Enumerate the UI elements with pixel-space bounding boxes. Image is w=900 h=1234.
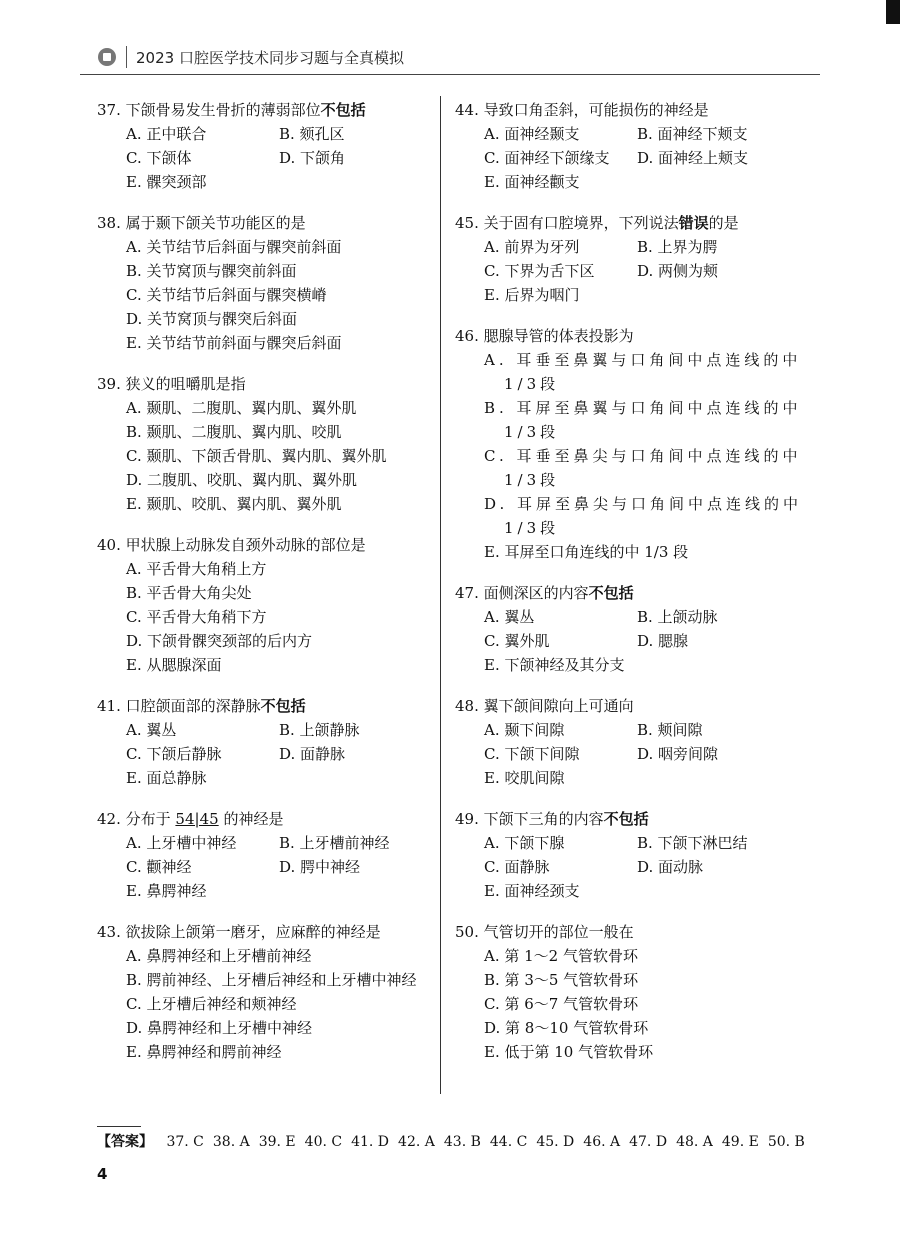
option-choice: C. 下颌后静脉 <box>126 745 222 763</box>
option-choice: A. 颞肌、二腹肌、翼内肌、翼外肌 <box>126 399 357 417</box>
option-choice: B. 上颌静脉 <box>279 721 360 739</box>
question-number: 45. <box>455 214 484 232</box>
options-list <box>455 605 805 677</box>
question-text: 腮腺导管的体表投影为 <box>483 327 634 345</box>
question-item <box>97 98 447 194</box>
option-choice: C. 面神经下颌缘支 <box>484 149 610 167</box>
question-text: 欲拔除上颌第一磨牙，应麻醉的神经是 <box>125 923 381 941</box>
answer-item: 39. E <box>258 1134 296 1150</box>
option-choice: B. 下颌下淋巴结 <box>637 834 748 852</box>
option-row <box>126 831 447 855</box>
option-choice: A. 平舌骨大角稍上方 <box>126 560 267 578</box>
option-choice: B. 上颌动脉 <box>637 608 718 626</box>
question-item <box>97 372 447 516</box>
option-row <box>126 718 447 742</box>
answer-item: 45. D <box>536 1134 575 1150</box>
option-choice: C. 关节结节后斜面与髁突横嵴 <box>126 286 327 304</box>
header-rule <box>80 74 820 75</box>
option-choice: E. 面神经颧支 <box>484 173 580 191</box>
option-choice: B. 关节窝顶与髁突前斜面 <box>126 262 297 280</box>
question-stem <box>455 807 805 831</box>
answer-item: 42. A <box>398 1134 435 1150</box>
option-choice: E. 后界为咽门 <box>484 286 580 304</box>
publisher-logo-icon <box>98 48 116 66</box>
option-row <box>484 235 805 259</box>
option-choice: A. 关节结节后斜面与髁突前斜面 <box>126 238 342 256</box>
option-choice: C. 下颌体 <box>126 149 192 167</box>
options-list <box>455 718 805 790</box>
tooth-notation: 54|45 <box>175 810 219 828</box>
question-text: 狭义的咀嚼肌是指 <box>125 375 246 393</box>
question-stem <box>455 581 805 605</box>
question-emphasis: 不包括 <box>603 810 649 828</box>
question-item <box>455 211 805 307</box>
question-number: 42. <box>97 810 126 828</box>
option-choice: E. 下颌神经及其分支 <box>484 656 625 674</box>
question-text: 翼下颌间隙向上可通向 <box>483 697 634 715</box>
question-item <box>97 807 447 903</box>
question-emphasis: 不包括 <box>588 584 634 602</box>
option-choice: E. 髁突颈部 <box>126 173 207 191</box>
question-stem <box>97 211 447 235</box>
option-choice: C. 下界为舌下区 <box>484 262 595 280</box>
options-list <box>455 122 805 194</box>
question-text: 分布于 <box>125 810 171 828</box>
question-text: 下颌下三角的内容 <box>483 810 604 828</box>
option-row <box>484 718 805 742</box>
option-choice: A. 第 1～2 气管软骨环 <box>484 947 638 965</box>
page-number: 4 <box>97 1165 108 1183</box>
answer-item: 49. E <box>721 1134 759 1150</box>
options-list <box>97 396 447 516</box>
question-stem <box>97 694 447 718</box>
option-row <box>126 742 447 766</box>
question-number: 50. <box>455 923 484 941</box>
question-text-end: 的是 <box>708 214 739 232</box>
option-choice: C. 面静脉 <box>484 858 550 876</box>
question-item <box>97 920 447 1064</box>
answer-item: 47. D <box>629 1134 668 1150</box>
option-choice: A. 鼻腭神经和上牙槽前神经 <box>126 947 312 965</box>
option-choice: B. 面神经下颊支 <box>637 125 748 143</box>
question-number: 44. <box>455 101 484 119</box>
option-choice: A. 耳垂至鼻翼与口角间中点连线的中1/3段 <box>484 351 802 393</box>
question-number: 46. <box>455 327 484 345</box>
answer-item: 41. D <box>351 1134 390 1150</box>
option-choice: D. 第 8～10 气管软骨环 <box>484 1019 649 1037</box>
options-list <box>97 718 447 790</box>
option-choice: D. 面静脉 <box>279 745 346 763</box>
option-choice: C. 耳垂至鼻尖与口角间中点连线的中1/3段 <box>484 447 802 489</box>
option-choice: D. 两侧为颊 <box>637 262 719 280</box>
option-choice: A. 翼丛 <box>484 608 535 626</box>
option-choice: E. 面神经颈支 <box>484 882 580 900</box>
answer-rule <box>97 1126 141 1127</box>
question-text: 下颌骨易发生骨折的薄弱部位 <box>125 101 321 119</box>
question-number: 41. <box>97 697 126 715</box>
question-item <box>455 581 805 677</box>
answer-item: 37. C <box>166 1134 204 1150</box>
question-text: 关于固有口腔境界，下列说法 <box>483 214 679 232</box>
option-choice: B. 耳屏至鼻翼与口角间中点连线的中1/3段 <box>484 399 802 441</box>
option-choice: D. 二腹肌、咬肌、翼内肌、翼外肌 <box>126 471 358 489</box>
option-choice: D. 咽旁间隙 <box>637 745 719 763</box>
option-choice: B. 颞肌、二腹肌、翼内肌、咬肌 <box>126 423 342 441</box>
question-number: 37. <box>97 101 126 119</box>
option-row <box>484 629 805 653</box>
page-corner-mark <box>886 0 900 24</box>
option-choice: C. 平舌骨大角稍下方 <box>126 608 267 626</box>
option-row <box>126 855 447 879</box>
question-stem <box>97 920 447 944</box>
option-choice: D. 腭中神经 <box>279 858 361 876</box>
question-stem <box>455 324 805 348</box>
question-text-end: 的神经是 <box>223 810 284 828</box>
option-choice: E. 从腮腺深面 <box>126 656 222 674</box>
options-list <box>97 944 447 1064</box>
options-list <box>455 348 805 564</box>
options-list <box>97 831 447 903</box>
question-stem <box>455 211 805 235</box>
option-choice: E. 咬肌间隙 <box>484 769 565 787</box>
option-choice: C. 第 6～7 气管软骨环 <box>484 995 639 1013</box>
option-choice: B. 第 3～5 气管软骨环 <box>484 971 639 989</box>
question-item <box>455 98 805 194</box>
question-emphasis: 错误 <box>678 214 709 232</box>
option-choice: C. 下颌下间隙 <box>484 745 580 763</box>
option-choice: E. 关节结节前斜面与髁突后斜面 <box>126 334 342 352</box>
option-choice: E. 颞肌、咬肌、翼内肌、翼外肌 <box>126 495 342 513</box>
option-choice: D. 腮腺 <box>637 632 689 650</box>
question-text: 气管切开的部位一般在 <box>483 923 634 941</box>
option-row <box>484 831 805 855</box>
question-stem <box>97 533 447 557</box>
question-item <box>455 694 805 790</box>
option-choice: C. 翼外肌 <box>484 632 550 650</box>
option-row <box>484 122 805 146</box>
question-text: 面侧深区的内容 <box>483 584 589 602</box>
question-number: 40. <box>97 536 126 554</box>
option-choice: C. 上牙槽后神经和颊神经 <box>126 995 297 1013</box>
option-choice: E. 面总静脉 <box>126 769 207 787</box>
answer-item: 44. C <box>489 1134 528 1150</box>
question-text: 导致口角歪斜，可能损伤的神经是 <box>483 101 709 119</box>
question-number: 48. <box>455 697 484 715</box>
question-stem <box>97 98 447 122</box>
question-emphasis: 不包括 <box>260 697 306 715</box>
column-divider <box>440 96 441 1094</box>
answer-label: 【答案】 <box>97 1134 153 1150</box>
question-number: 38. <box>97 214 126 232</box>
option-row <box>126 122 447 146</box>
option-choice: E. 低于第 10 气管软骨环 <box>484 1043 654 1061</box>
option-row <box>484 855 805 879</box>
running-header <box>80 44 820 74</box>
option-choice: A. 前界为牙列 <box>484 238 580 256</box>
option-choice: B. 上界为腭 <box>637 238 718 256</box>
question-item <box>97 694 447 790</box>
option-choice: E. 鼻腭神经和腭前神经 <box>126 1043 282 1061</box>
option-choice: B. 上牙槽前神经 <box>279 834 390 852</box>
question-item <box>97 211 447 355</box>
option-choice: D. 面动脉 <box>637 858 704 876</box>
option-choice: E. 耳屏至口角连线的中 1/3 段 <box>484 543 689 561</box>
question-stem <box>97 807 447 831</box>
answer-item: 50. B <box>767 1134 805 1150</box>
option-choice: A. 上牙槽中神经 <box>126 834 237 852</box>
option-choice: D. 关节窝顶与髁突后斜面 <box>126 310 298 328</box>
answer-key <box>97 1131 827 1151</box>
options-list <box>455 831 805 903</box>
question-item <box>97 533 447 677</box>
answer-item: 48. A <box>676 1134 713 1150</box>
answer-item: 40. C <box>304 1134 343 1150</box>
answer-item: 46. A <box>583 1134 621 1150</box>
header-separator <box>126 46 127 68</box>
header-title: 2023 口腔医学技术同步习题与全真模拟 <box>136 49 404 67</box>
option-choice: A. 正中联合 <box>126 125 207 143</box>
answer-item: 38. A <box>212 1134 250 1150</box>
question-number: 47. <box>455 584 484 602</box>
option-choice: A. 颞下间隙 <box>484 721 565 739</box>
question-emphasis: 不包括 <box>320 101 366 119</box>
option-choice: D. 耳屏至鼻尖与口角间中点连线的中1/3段 <box>484 495 803 537</box>
option-choice: D. 下颌骨髁突颈部的后内方 <box>126 632 313 650</box>
question-item <box>455 920 805 1064</box>
option-choice: A. 面神经颞支 <box>484 125 580 143</box>
option-row <box>484 146 805 170</box>
answer-item: 43. B <box>443 1134 481 1150</box>
left-column <box>97 98 447 1081</box>
question-number: 43. <box>97 923 126 941</box>
options-list <box>97 235 447 355</box>
question-stem <box>455 98 805 122</box>
options-list <box>455 944 805 1064</box>
options-list <box>97 557 447 677</box>
option-choice: C. 颞肌、下颌舌骨肌、翼内肌、翼外肌 <box>126 447 387 465</box>
option-choice: B. 腭前神经、上牙槽后神经和上牙槽中神经 <box>126 971 417 989</box>
option-choice: B. 颏孔区 <box>279 125 345 143</box>
option-choice: A. 翼丛 <box>126 721 177 739</box>
question-number: 39. <box>97 375 126 393</box>
option-choice: E. 鼻腭神经 <box>126 882 207 900</box>
option-row <box>126 146 447 170</box>
question-item <box>455 324 805 564</box>
question-stem <box>97 372 447 396</box>
option-choice: D. 下颌角 <box>279 149 346 167</box>
question-text: 口腔颌面部的深静脉 <box>125 697 261 715</box>
option-row <box>484 742 805 766</box>
option-row <box>484 259 805 283</box>
option-row <box>484 605 805 629</box>
right-column <box>455 98 805 1081</box>
question-number: 49. <box>455 810 484 828</box>
option-choice: B. 平舌骨大角尖处 <box>126 584 252 602</box>
options-list <box>455 235 805 307</box>
option-choice: B. 颊间隙 <box>637 721 703 739</box>
question-text: 属于颞下颌关节功能区的是 <box>125 214 306 232</box>
option-choice: D. 鼻腭神经和上牙槽中神经 <box>126 1019 313 1037</box>
question-stem <box>455 694 805 718</box>
question-text: 甲状腺上动脉发自颈外动脉的部位是 <box>125 536 366 554</box>
question-item <box>455 807 805 903</box>
option-choice: C. 颧神经 <box>126 858 192 876</box>
option-choice: D. 面神经上颊支 <box>637 149 749 167</box>
question-stem <box>455 920 805 944</box>
options-list <box>97 122 447 194</box>
option-choice: A. 下颌下腺 <box>484 834 565 852</box>
